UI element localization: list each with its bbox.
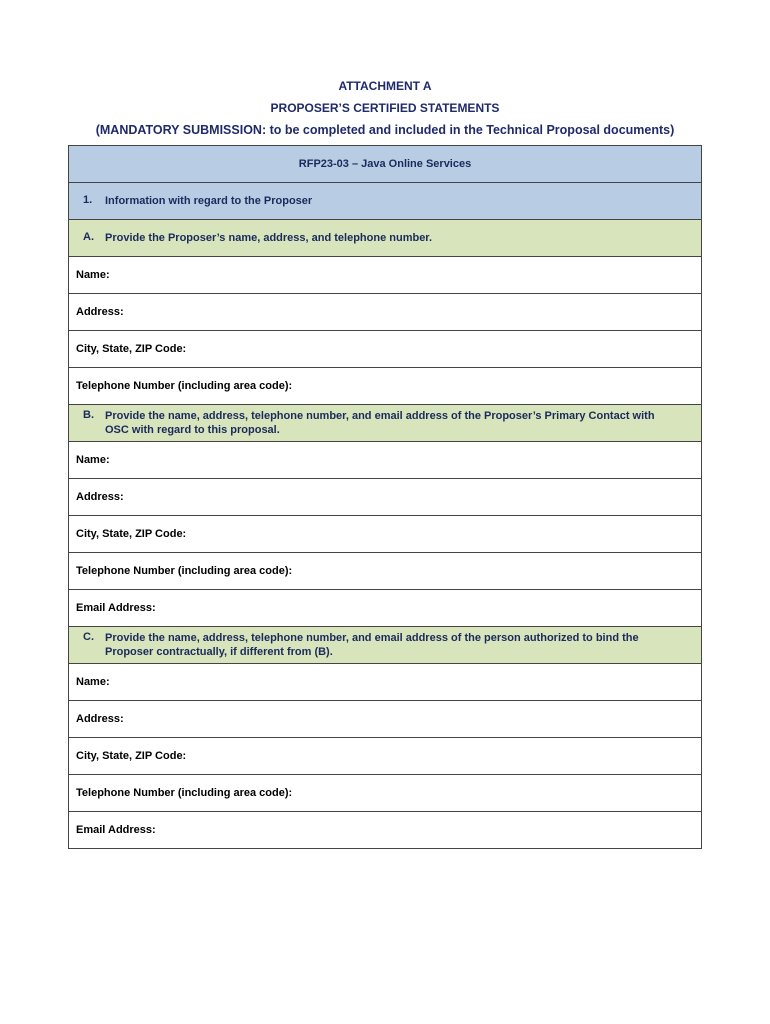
part-c-name-field[interactable]: Name: [69, 664, 702, 701]
part-c-phone-field[interactable]: Telephone Number (including area code): [69, 775, 702, 812]
part-text: Provide the Proposer’s name, address, and telephone number. [105, 232, 433, 244]
attachment-title: ATTACHMENT A [338, 79, 432, 93]
part-c-address-field[interactable]: Address: [69, 701, 702, 738]
section-number: 1. [83, 194, 93, 206]
part-text: Provide the name, address, telephone number, and email address of the Proposer’s Primary Contact with OSC with regard to this proposal. [105, 410, 655, 436]
submission-note: (MANDATORY SUBMISSION: to be completed and included in the Technical Proposal documents) [95, 123, 675, 137]
part-a-phone-field[interactable]: Telephone Number (including area code): [69, 368, 702, 405]
part-b-city-field[interactable]: City, State, ZIP Code: [69, 516, 702, 553]
part-a-city-field[interactable]: City, State, ZIP Code: [69, 331, 702, 368]
part-letter: A. [83, 231, 94, 243]
part-c-email-field[interactable]: Email Address: [69, 812, 702, 849]
section-1-header [69, 183, 702, 220]
section-text: Information with regard to the Proposer [105, 195, 313, 207]
proposer-form-table [68, 145, 702, 849]
part-b-header [69, 405, 702, 442]
part-text: Provide the name, address, telephone number, and email address of the person authorized to bind the Proposer contractually, if different from (B). [105, 632, 639, 658]
part-b-phone-field[interactable]: Telephone Number (including area code): [69, 553, 702, 590]
part-a-name-field[interactable]: Name: [69, 257, 702, 294]
part-letter: C. [83, 631, 94, 643]
part-b-name-field[interactable]: Name: [69, 442, 702, 479]
part-a-header [69, 220, 702, 257]
rfp-title: RFP23-03 – Java Online Services [69, 146, 702, 183]
part-c-header [69, 627, 702, 664]
part-a-address-field[interactable]: Address: [69, 294, 702, 331]
part-c-city-field[interactable]: City, State, ZIP Code: [69, 738, 702, 775]
part-b-email-field[interactable]: Email Address: [69, 590, 702, 627]
statements-title: PROPOSER’S CERTIFIED STATEMENTS [270, 101, 500, 115]
part-letter: B. [83, 409, 94, 421]
part-b-address-field[interactable]: Address: [69, 479, 702, 516]
